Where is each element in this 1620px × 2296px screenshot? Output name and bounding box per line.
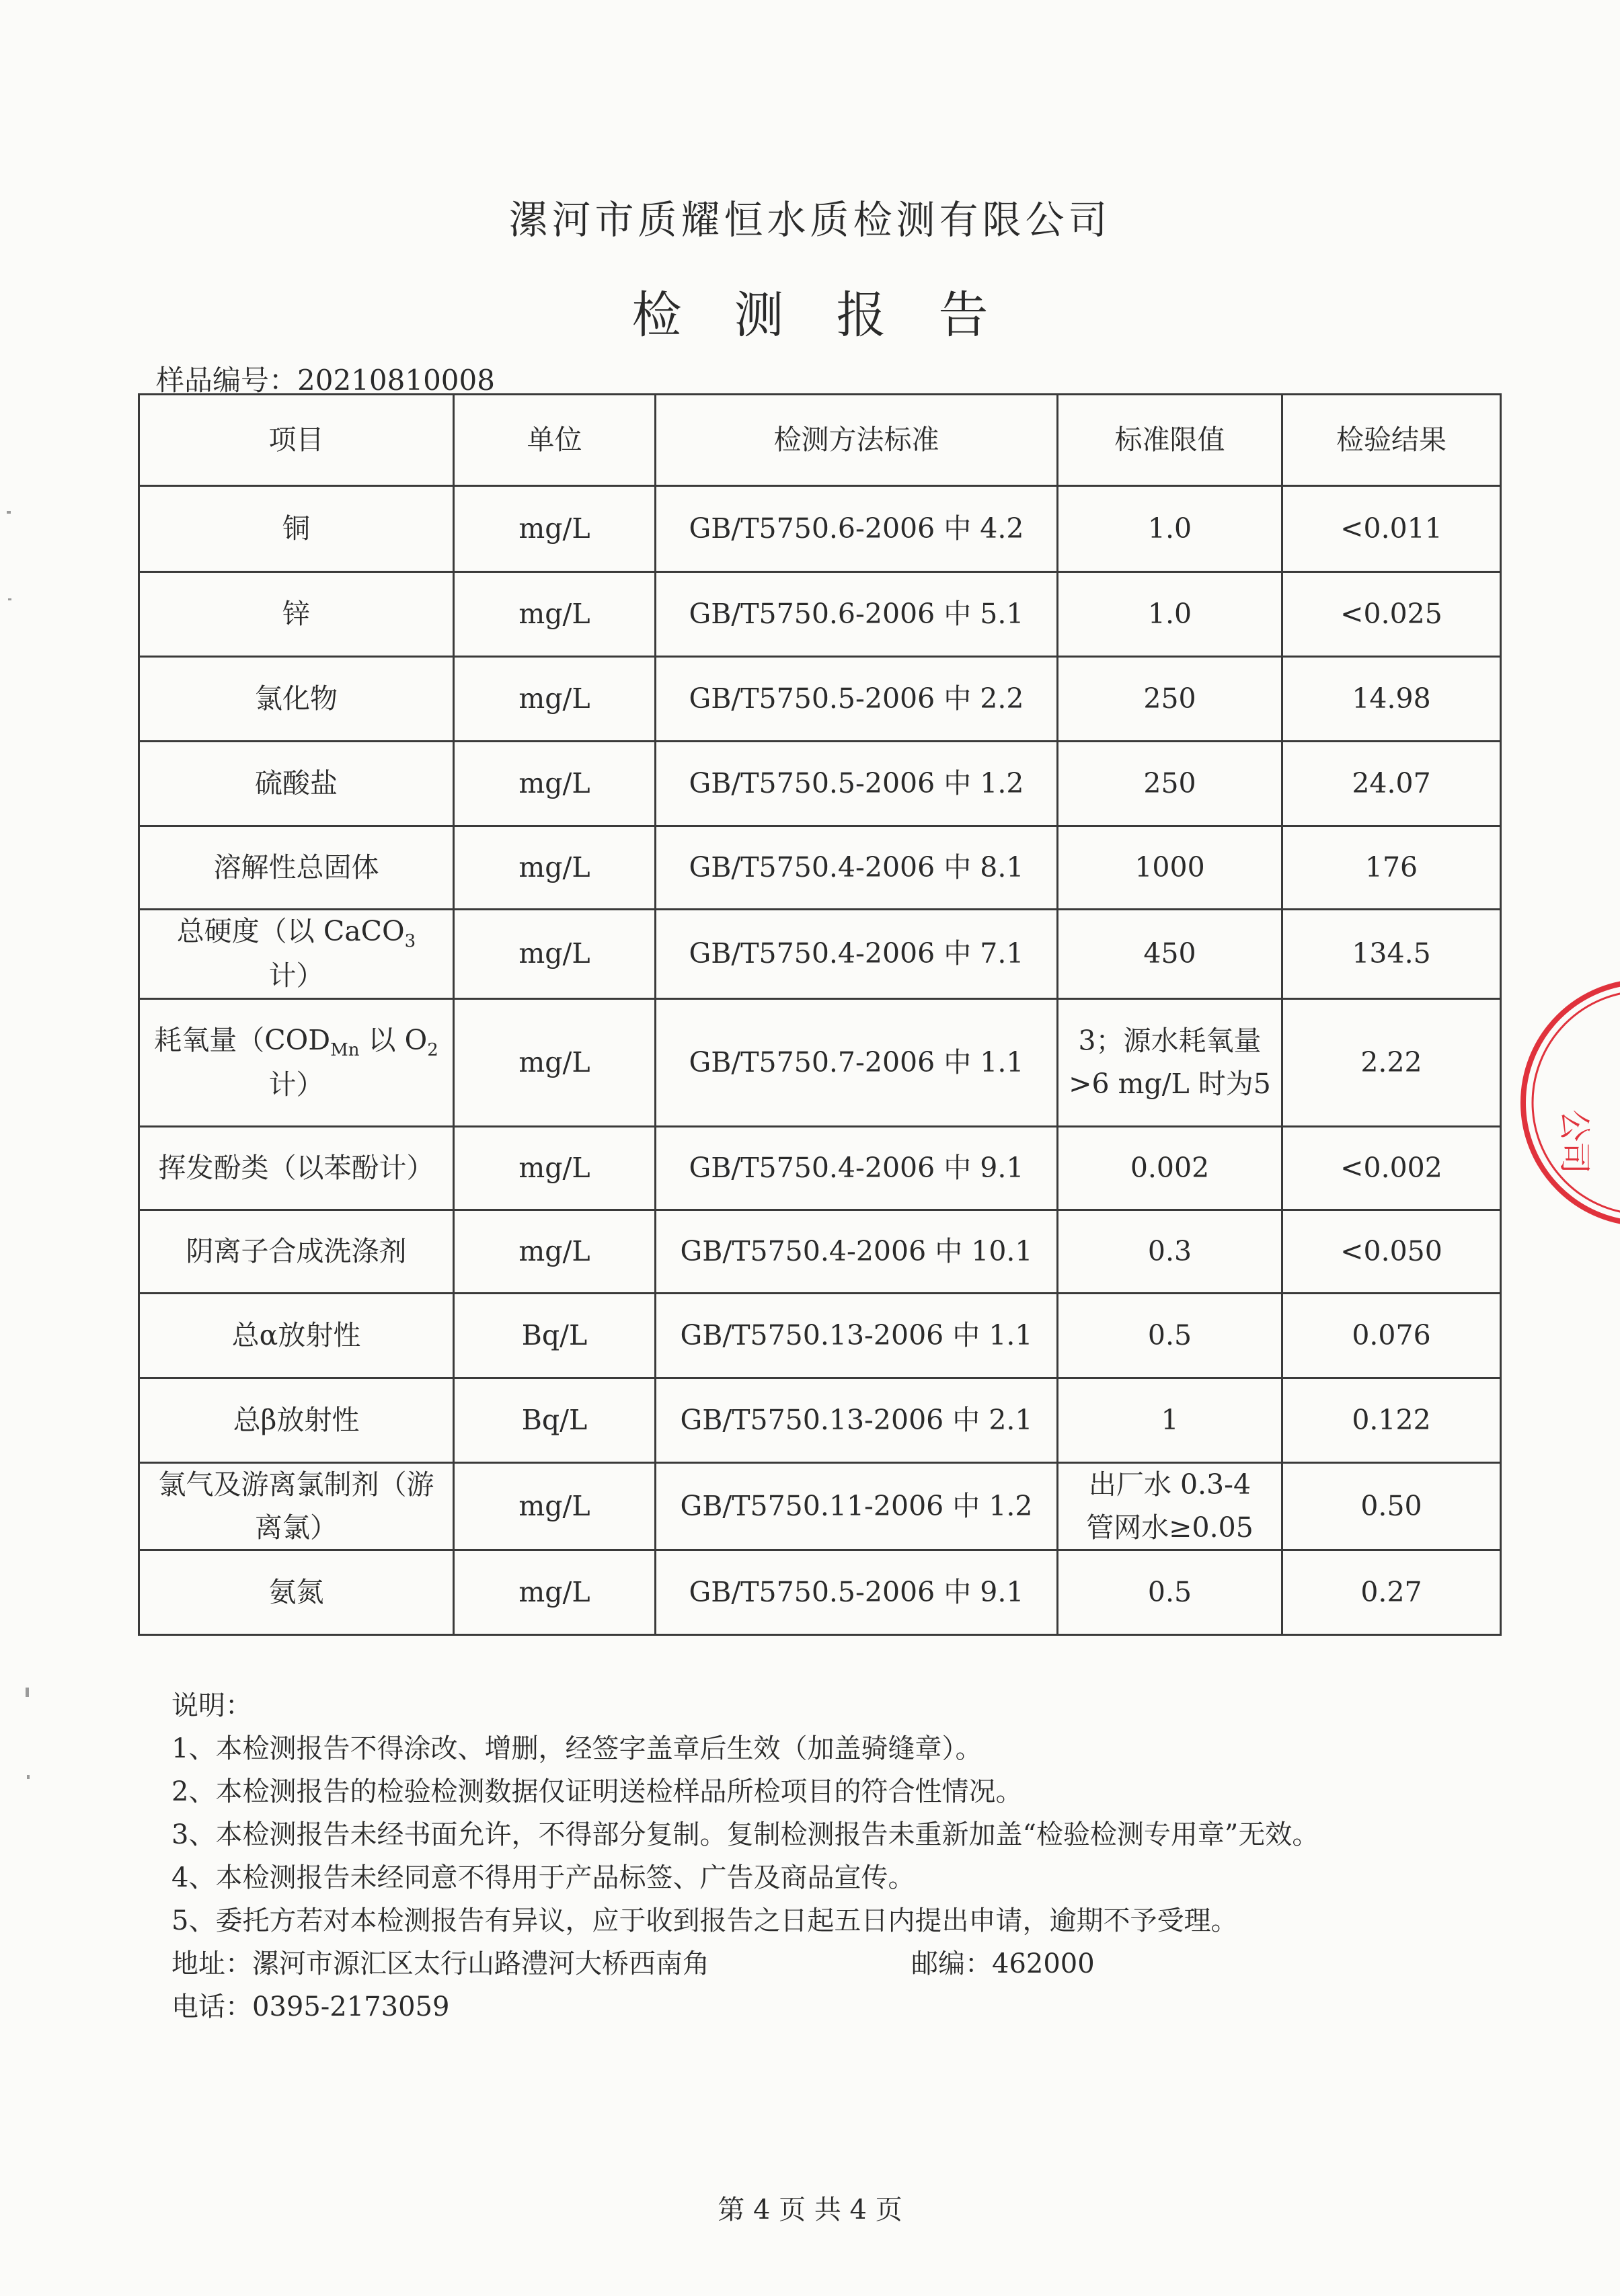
table-row (139, 826, 1501, 910)
note-item: 5、委托方若对本检测报告有异议，应于收到报告之日起五日内提出申请，逾期不予受理。 (171, 1905, 1238, 1936)
cell-unit: mg/L (454, 486, 656, 572)
cell-unit: mg/L (454, 572, 656, 657)
cell-method: GB/T5750.13-2006 中 1.1 (656, 1294, 1058, 1378)
cell-result: <0.050 (1282, 1210, 1501, 1294)
cell-result: <0.025 (1282, 572, 1501, 657)
cell-method: GB/T5750.5-2006 中 1.2 (656, 742, 1058, 826)
table-header-row (139, 395, 1501, 486)
cell-result: <0.011 (1282, 486, 1501, 572)
table-row (139, 657, 1501, 742)
cell-limit: 出厂水 0.3-4 管网水≥0.05 (1058, 1463, 1282, 1550)
cell-limit: 250 (1058, 657, 1282, 742)
header-item: 项目 (139, 395, 454, 486)
cell-limit: 250 (1058, 742, 1282, 826)
sample-label: 样品编号： (156, 364, 298, 397)
seal-text: 公司 (1555, 1109, 1593, 1175)
cell-method: GB/T5750.7-2006 中 1.1 (656, 999, 1058, 1127)
cell-result: 14.98 (1282, 657, 1501, 742)
cell-method: GB/T5750.6-2006 中 4.2 (656, 486, 1058, 572)
scan-mark (26, 1688, 29, 1697)
table-row (139, 999, 1501, 1127)
cell-method: GB/T5750.4-2006 中 8.1 (656, 826, 1058, 910)
table-row (139, 742, 1501, 826)
table-row (139, 486, 1501, 572)
cell-item: 铜 (139, 486, 454, 572)
cell-method: GB/T5750.4-2006 中 7.1 (656, 910, 1058, 999)
postcode: 邮编：462000 (911, 1948, 1095, 1979)
cell-unit: mg/L (454, 1463, 656, 1550)
cell-unit: mg/L (454, 1550, 656, 1635)
results-table (138, 393, 1502, 1636)
scan-mark (8, 598, 11, 600)
note-item: 2、本检测报告的检验检测数据仅证明送检样品所检项目的符合性情况。 (171, 1776, 1023, 1807)
table-row (139, 910, 1501, 999)
cell-method: GB/T5750.4-2006 中 9.1 (656, 1127, 1058, 1210)
cell-unit: mg/L (454, 910, 656, 999)
seal-inner-ring (1533, 991, 1620, 1214)
cell-unit: mg/L (454, 826, 656, 910)
header-result: 检验结果 (1282, 395, 1501, 486)
table-row (139, 1127, 1501, 1210)
cell-item: 总β放射性 (139, 1378, 454, 1463)
table-row (139, 1210, 1501, 1294)
cell-item: 硫酸盐 (139, 742, 454, 826)
cell-unit: Bq/L (454, 1294, 656, 1378)
scan-mark (7, 511, 11, 514)
note-item: 3、本检测报告未经书面允许，不得部分复制。复制检测报告未重新加盖“检验检测专用章”无效。 (171, 1819, 1319, 1850)
cell-limit: 0.002 (1058, 1127, 1282, 1210)
cell-unit: Bq/L (454, 1378, 656, 1463)
cell-item: 锌 (139, 572, 454, 657)
cell-result: 176 (1282, 826, 1501, 910)
cell-method: GB/T5750.11-2006 中 1.2 (656, 1463, 1058, 1550)
cell-item: 耗氧量（$COD_{Mn}$ 以 $O_2$ 计） (139, 999, 454, 1127)
cell-item: 溶解性总固体 (139, 826, 454, 910)
phone: 电话：0395-2173059 (171, 1991, 450, 2022)
sample-number (156, 358, 495, 399)
sample-value: 20210810008 (297, 364, 495, 397)
cell-limit: 450 (1058, 910, 1282, 999)
cell-limit: 1.0 (1058, 486, 1282, 572)
cell-limit: 1 (1058, 1378, 1282, 1463)
notes-section (171, 1684, 1319, 2028)
note-item: 4、本检测报告未经同意不得用于产品标签、广告及商品宣传。 (171, 1862, 915, 1893)
cell-method: GB/T5750.5-2006 中 2.2 (656, 657, 1058, 742)
cell-result: 0.27 (1282, 1550, 1501, 1635)
cell-unit: mg/L (454, 657, 656, 742)
cell-result: 24.07 (1282, 742, 1501, 826)
cell-limit: 1000 (1058, 826, 1282, 910)
cell-method: GB/T5750.4-2006 中 10.1 (656, 1210, 1058, 1294)
cell-unit: mg/L (454, 1210, 656, 1294)
cell-item: 氨氮 (139, 1550, 454, 1635)
cell-limit: 3；源水耗氧量>6 mg/L 时为5 (1058, 999, 1282, 1127)
table-row (139, 1550, 1501, 1635)
cell-result: 134.5 (1282, 910, 1501, 999)
report-title: 检测报告 (631, 286, 1041, 344)
cell-item: 阴离子合成洗涤剂 (139, 1210, 454, 1294)
cell-unit: mg/L (454, 1127, 656, 1210)
cell-method: GB/T5750.13-2006 中 2.1 (656, 1378, 1058, 1463)
cell-method: GB/T5750.5-2006 中 9.1 (656, 1550, 1058, 1635)
official-seal (1510, 975, 1620, 1230)
notes-heading: 说明： (171, 1690, 252, 1721)
cell-result: <0.002 (1282, 1127, 1501, 1210)
cell-limit: 0.3 (1058, 1210, 1282, 1294)
table-row (139, 1294, 1501, 1378)
cell-item: 总硬度（以 CaCO$_3$ 计） (139, 910, 454, 999)
cell-result: 0.122 (1282, 1378, 1501, 1463)
header-method: 检测方法标准 (656, 395, 1058, 486)
cell-item: 氯化物 (139, 657, 454, 742)
scan-mark (27, 1775, 30, 1779)
page-number: 第 4 页 共 4 页 (718, 2194, 902, 2225)
table-row (139, 572, 1501, 657)
cell-limit: 1.0 (1058, 572, 1282, 657)
cell-item: 氯气及游离氯制剂（游离氯） (139, 1463, 454, 1550)
cell-result: 2.22 (1282, 999, 1501, 1127)
cell-method: GB/T5750.6-2006 中 5.1 (656, 572, 1058, 657)
cell-limit: 0.5 (1058, 1550, 1282, 1635)
cell-result: 0.076 (1282, 1294, 1501, 1378)
note-item: 1、本检测报告不得涂改、增删，经签字盖章后生效（加盖骑缝章）。 (171, 1733, 982, 1764)
cell-item: 挥发酚类（以苯酚计） (139, 1127, 454, 1210)
cell-unit: mg/L (454, 742, 656, 826)
header-limit: 标准限值 (1058, 395, 1282, 486)
address-line (171, 1942, 1319, 1985)
company-name: 漯河市质耀恒水质检测有限公司 (508, 197, 1112, 243)
cell-item: 总α放射性 (139, 1294, 454, 1378)
cell-limit: 0.5 (1058, 1294, 1282, 1378)
table-row (139, 1463, 1501, 1550)
address: 地址：漯河市源汇区太行山路澧河大桥西南角 (171, 1948, 709, 1979)
header-unit: 单位 (454, 395, 656, 486)
table-row (139, 1378, 1501, 1463)
cell-result: 0.50 (1282, 1463, 1501, 1550)
cell-unit: mg/L (454, 999, 656, 1127)
